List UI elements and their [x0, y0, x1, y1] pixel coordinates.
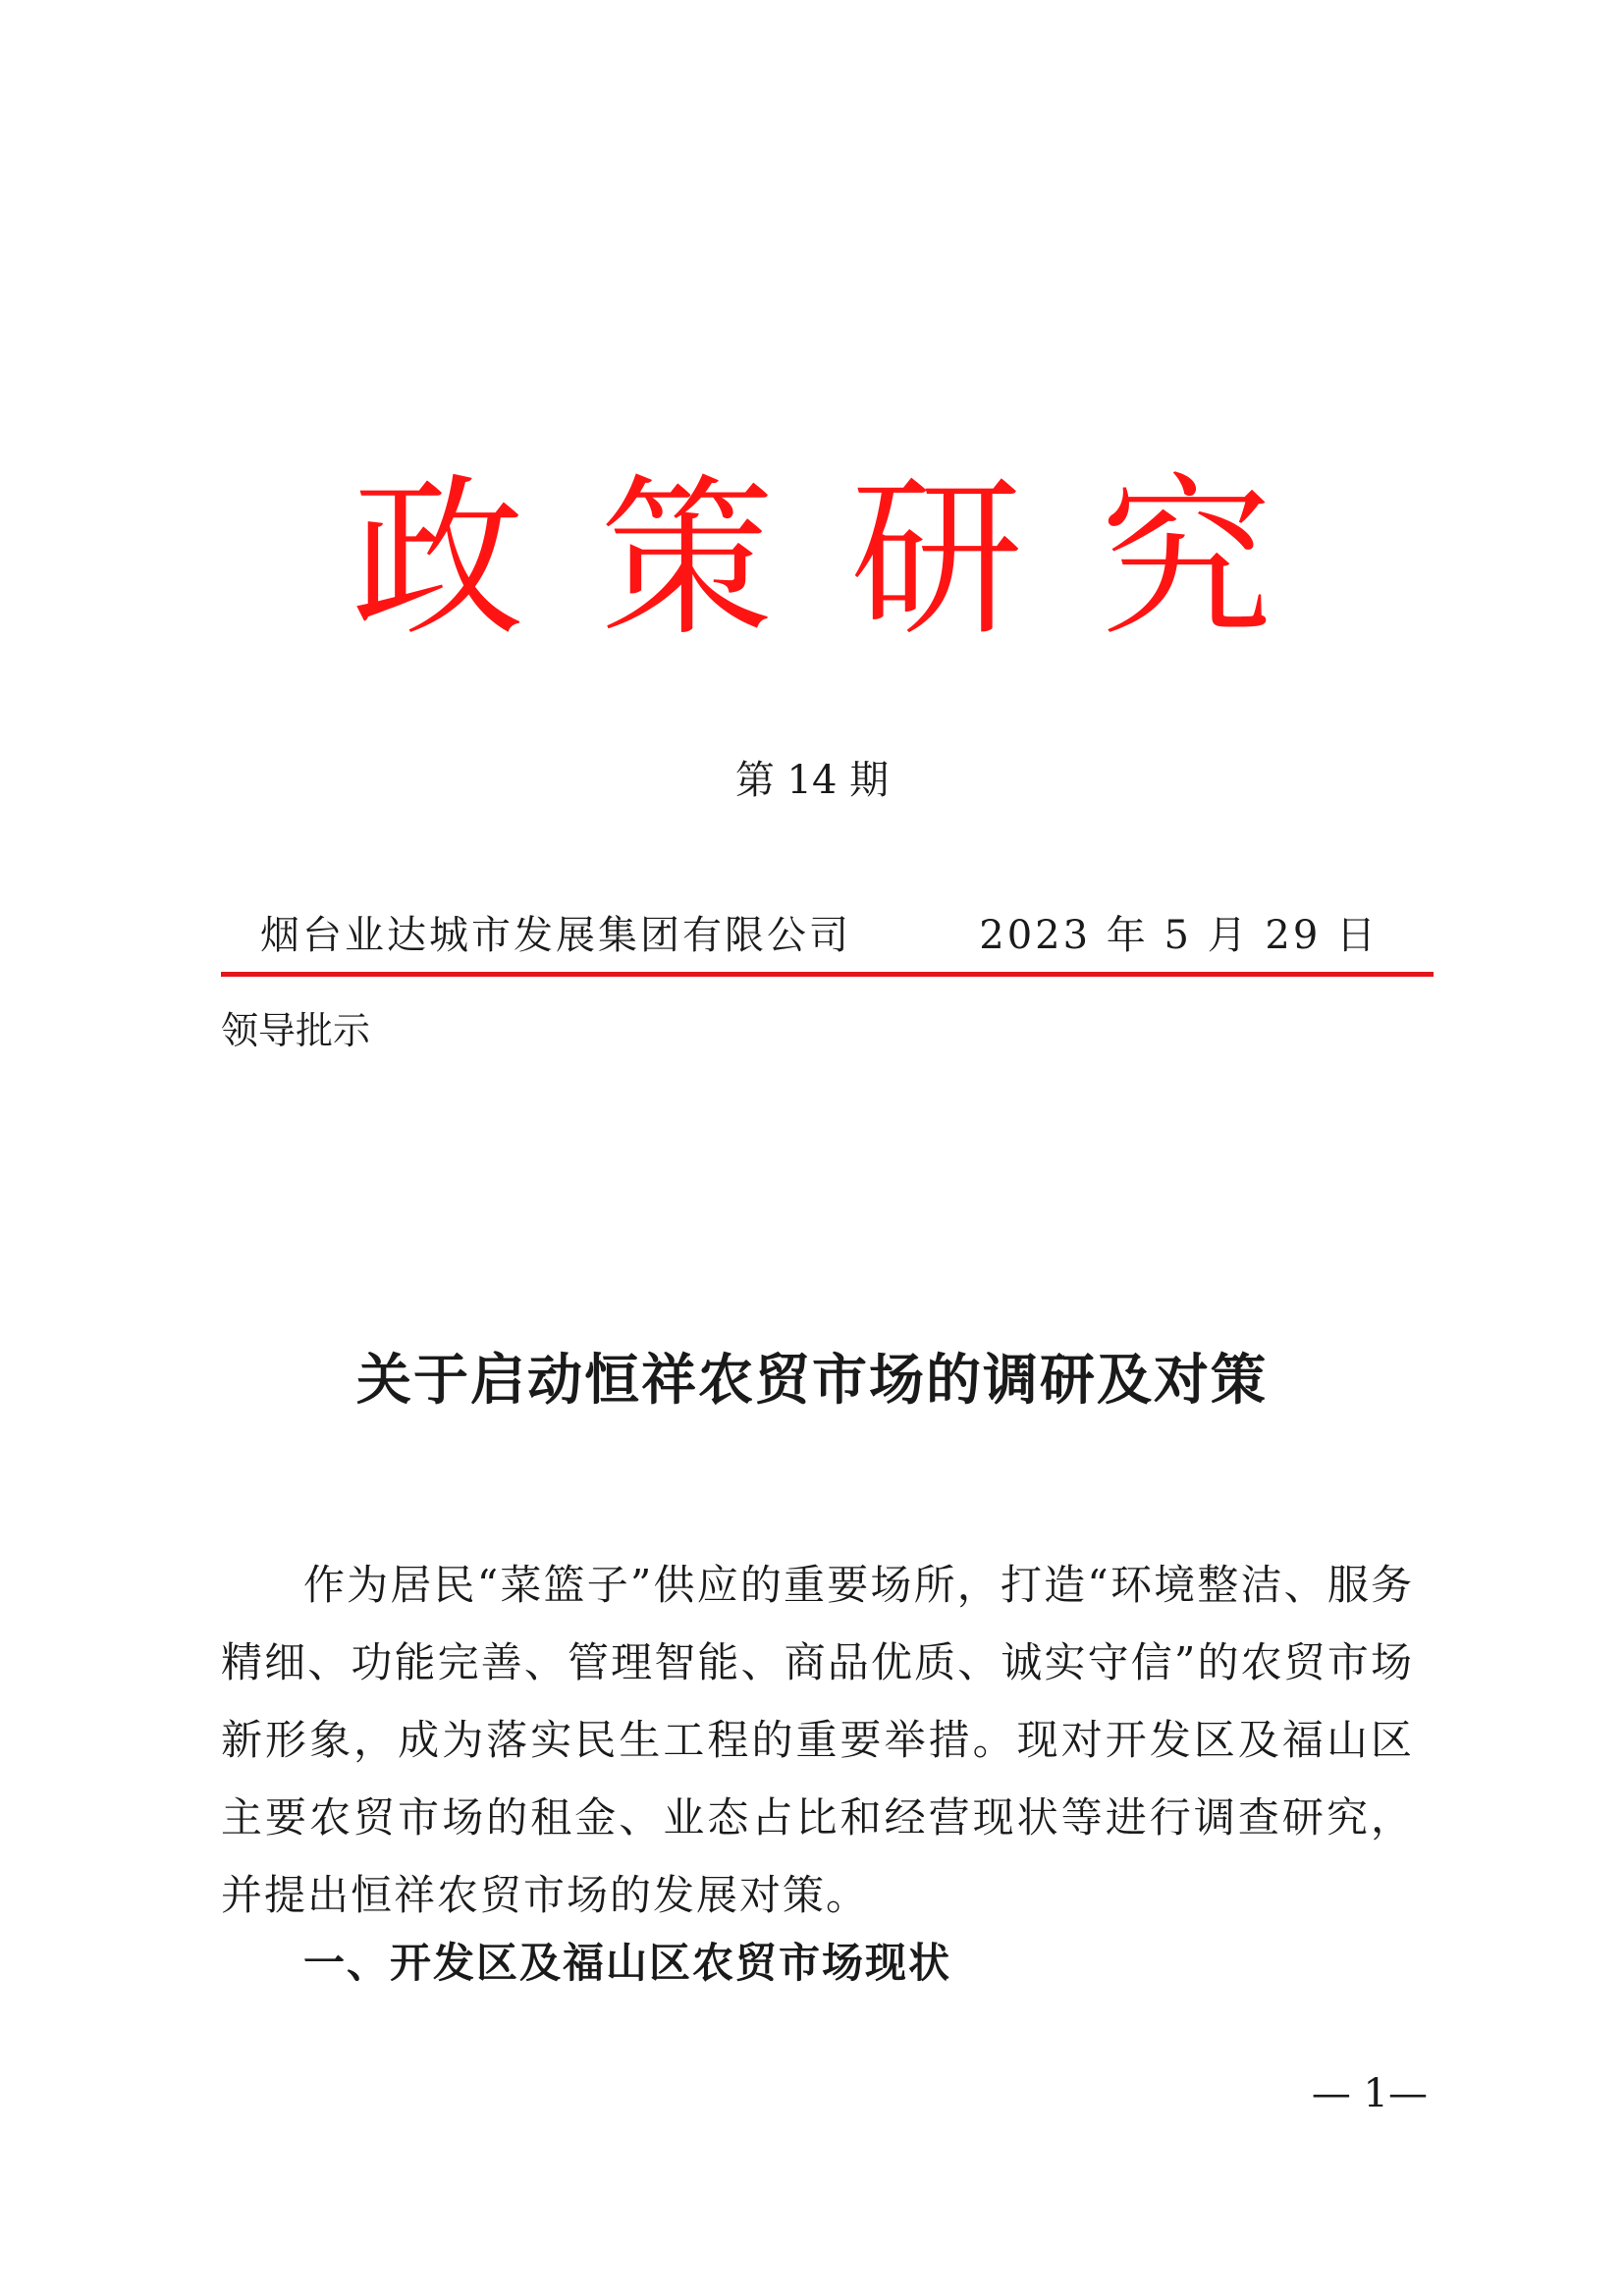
issue-date: 2023 年 5 月 29 日	[979, 913, 1379, 958]
document-title: 关于启动恒祥农贸市场的调研及对策	[356, 1348, 1268, 1413]
section-heading: 一、开发区及福山区农贸市场现状	[303, 1939, 952, 1987]
issuer-name: 烟台业达城市发展集团有限公司	[260, 913, 851, 958]
body-paragraph: 作为居民“菜篮子”供应的重要场所，打造“环境整洁、服务精细、功能完善、管理智能、商品优质、诚实守信”的农贸市场新形象，成为落实民生工程的重要举措。现对开发区及福山区主要农贸市场的租金、业态占比和经营现状等进行调查研究，并提出恒祥农贸市场的发展对策。	[221, 1561, 1414, 1919]
issue-number: 第 14 期	[734, 758, 890, 803]
masthead-title: 政策研究	[351, 458, 1349, 660]
red-divider-line	[221, 972, 1434, 977]
page-number: — 1—	[1311, 2071, 1428, 2116]
instruction-label: 领导批示	[221, 1009, 371, 1052]
